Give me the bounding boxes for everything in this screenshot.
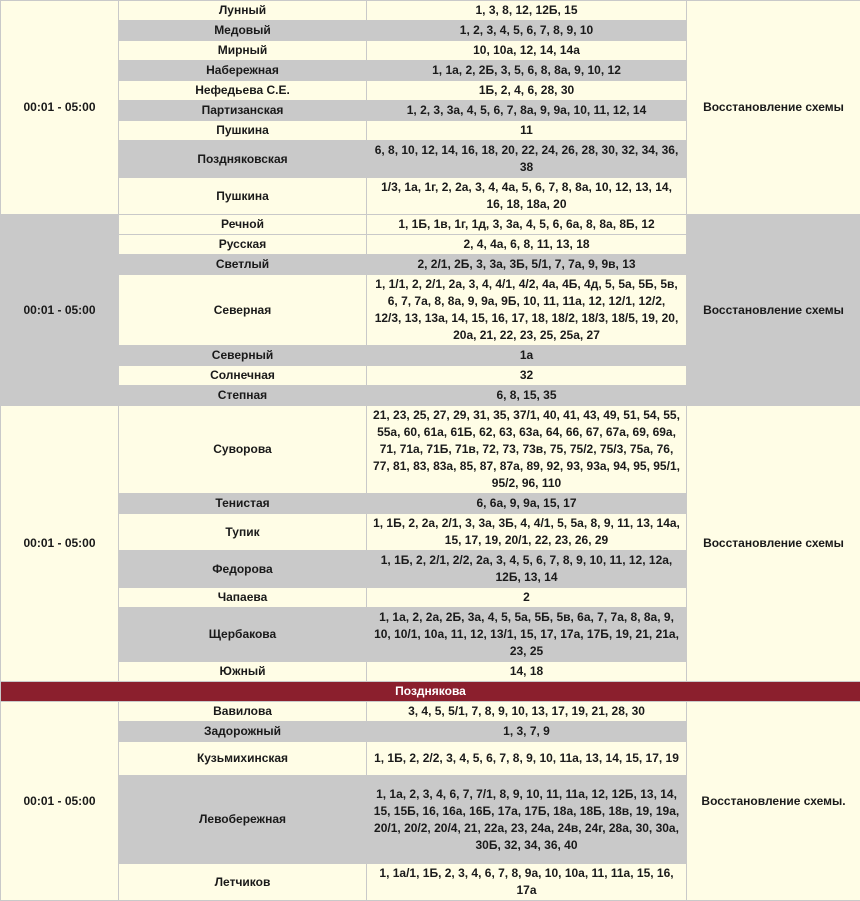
street-name: Щербакова — [119, 608, 367, 662]
house-numbers: 1, 1а/1, 1Б, 2, 3, 4, 6, 7, 8, 9а, 10, 10а, 11, 11а, 15, 16, 17а — [367, 864, 687, 901]
house-numbers: 2, 4, 4а, 6, 8, 11, 13, 18 — [367, 235, 687, 255]
house-numbers: 1, 2, 3, 4, 5, 6, 7, 8, 9, 10 — [367, 21, 687, 41]
street-name: Северный — [119, 346, 367, 366]
street-name: Чапаева — [119, 588, 367, 608]
street-name: Пушкина — [119, 121, 367, 141]
street-name: Светлый — [119, 255, 367, 275]
house-numbers: 1Б, 2, 4, 6, 28, 30 — [367, 81, 687, 101]
house-numbers: 1, 3, 8, 12, 12Б, 15 — [367, 1, 687, 21]
work-type-cell: Восстановление схемы — [687, 215, 860, 406]
house-numbers: 14, 18 — [367, 662, 687, 682]
house-numbers: 1/3, 1а, 1г, 2, 2а, 3, 4, 4а, 5, 6, 7, 8, 8а, 10, 12, 13, 14, 16, 18, 18а, 20 — [367, 178, 687, 215]
street-name: Тупик — [119, 514, 367, 551]
house-numbers: 1, 1Б, 2, 2/1, 2/2, 2а, 3, 4, 5, 6, 7, 8, 9, 10, 11, 12, 12а, 12Б, 13, 14 — [367, 551, 687, 588]
street-name: Партизанская — [119, 101, 367, 121]
street-name: Левобережная — [119, 776, 367, 864]
street-name: Северная — [119, 275, 367, 346]
house-numbers: 6, 6а, 9, 9а, 15, 17 — [367, 494, 687, 514]
house-numbers: 1, 1а, 2, 3, 4, 6, 7, 7/1, 8, 9, 10, 11, 11а, 12, 12Б, 13, 14, 15, 15Б, 16, 16а, 16Б, 17а, 17Б, 18а, 18Б, 18в, 19, 19а, 20/1, 20/2, 20/4, 21, 22а, 23, 24а, 24в, 24г, 28а, 30, 30а, 30Б, 32, 34, 36, 40 — [367, 776, 687, 864]
house-numbers: 1, 1Б, 1в, 1г, 1д, 3, 3а, 4, 5, 6, 6а, 8, 8а, 8Б, 12 — [367, 215, 687, 235]
table-row — [1, 702, 860, 722]
house-numbers: 1, 2, 3, 3а, 4, 5, 6, 7, 8а, 9, 9а, 10, 11, 12, 14 — [367, 101, 687, 121]
section-header-row — [1, 682, 860, 702]
table-row — [1, 1, 860, 21]
house-numbers: 1, 1Б, 2, 2а, 2/1, 3, 3а, 3Б, 4, 4/1, 5, 5а, 8, 9, 11, 13, 14а, 15, 17, 19, 20/1, 22, 23, 26, 29 — [367, 514, 687, 551]
house-numbers: 1, 1а, 2, 2а, 2Б, 3а, 4, 5, 5а, 5Б, 5в, 6а, 7, 7а, 8, 8а, 9, 10, 10/1, 10а, 11, 12, 13/1, 15, 17, 17а, 17Б, 19, 21, 21а, 23, 25 — [367, 608, 687, 662]
street-name: Тенистая — [119, 494, 367, 514]
street-name: Степная — [119, 386, 367, 406]
time-cell: 00:01 - 05:00 — [1, 1, 119, 215]
street-name: Русская — [119, 235, 367, 255]
street-name: Пушкина — [119, 178, 367, 215]
house-numbers: 3, 4, 5, 5/1, 7, 8, 9, 10, 13, 17, 19, 21, 28, 30 — [367, 702, 687, 722]
house-numbers: 21, 23, 25, 27, 29, 31, 35, 37/1, 40, 41, 43, 49, 51, 54, 55, 55а, 60, 61а, 61Б, 62, 63, 63а, 64, 66, 67, 67а, 69, 69а, 71, 71а, 71Б, 71в, 72, 73, 73в, 75, 75/2, 75/3, 75а, 76, 77, 81, 83, 83а, 85, 87, 87а, 89, 92, 93, 93а, 94, 95, 95/1, 95/2, 96, 110 — [367, 406, 687, 494]
time-cell: 00:01 - 05:00 — [1, 702, 119, 901]
house-numbers: 32 — [367, 366, 687, 386]
table-row — [1, 215, 860, 235]
house-numbers: 1, 1/1, 2, 2/1, 2а, 3, 4, 4/1, 4/2, 4а, 4Б, 4д, 5, 5а, 5Б, 5в, 6, 7, 7а, 8, 8а, 9, 9а, 9Б, 10, 11, 11а, 12, 12/1, 12/2, 12/3, 13, 13а, 14, 15, 16, 17, 18, 18/2, 18/3, 18/5, 19, 20, 20а, 21, 22, 23, 25, 25а, 27 — [367, 275, 687, 346]
house-numbers: 10, 10а, 12, 14, 14а — [367, 41, 687, 61]
house-numbers: 6, 8, 10, 12, 14, 16, 18, 20, 22, 24, 26, 28, 30, 32, 34, 36, 38 — [367, 141, 687, 178]
street-name: Солнечная — [119, 366, 367, 386]
street-name: Мирный — [119, 41, 367, 61]
house-numbers: 6, 8, 15, 35 — [367, 386, 687, 406]
house-numbers: 1, 1а, 2, 2Б, 3, 5, 6, 8, 8а, 9, 10, 12 — [367, 61, 687, 81]
street-name: Южный — [119, 662, 367, 682]
street-name: Набережная — [119, 61, 367, 81]
house-numbers: 1а — [367, 346, 687, 366]
house-numbers: 1, 1Б, 2, 2/2, 3, 4, 5, 6, 7, 8, 9, 10, 11а, 13, 14, 15, 17, 19 — [367, 742, 687, 776]
section-title: Позднякова — [1, 682, 860, 702]
table-row — [1, 406, 860, 494]
work-type-cell: Восстановление схемы — [687, 406, 860, 682]
work-type-cell: Восстановление схемы. — [687, 702, 860, 901]
street-name: Речной — [119, 215, 367, 235]
street-name: Вавилова — [119, 702, 367, 722]
street-name: Кузьмихинская — [119, 742, 367, 776]
street-name: Летчиков — [119, 864, 367, 901]
street-name: Федорова — [119, 551, 367, 588]
street-name: Задорожный — [119, 722, 367, 742]
street-name: Суворова — [119, 406, 367, 494]
house-numbers: 2 — [367, 588, 687, 608]
house-numbers: 1, 3, 7, 9 — [367, 722, 687, 742]
street-name: Лунный — [119, 1, 367, 21]
work-type-cell: Восстановление схемы — [687, 1, 860, 215]
street-name: Медовый — [119, 21, 367, 41]
street-name: Поздняковская — [119, 141, 367, 178]
time-cell: 00:01 - 05:00 — [1, 406, 119, 682]
time-cell: 00:01 - 05:00 — [1, 215, 119, 406]
street-name: Нефедьева С.Е. — [119, 81, 367, 101]
house-numbers: 2, 2/1, 2Б, 3, 3а, 3Б, 5/1, 7, 7а, 9, 9в, 13 — [367, 255, 687, 275]
house-numbers: 11 — [367, 121, 687, 141]
